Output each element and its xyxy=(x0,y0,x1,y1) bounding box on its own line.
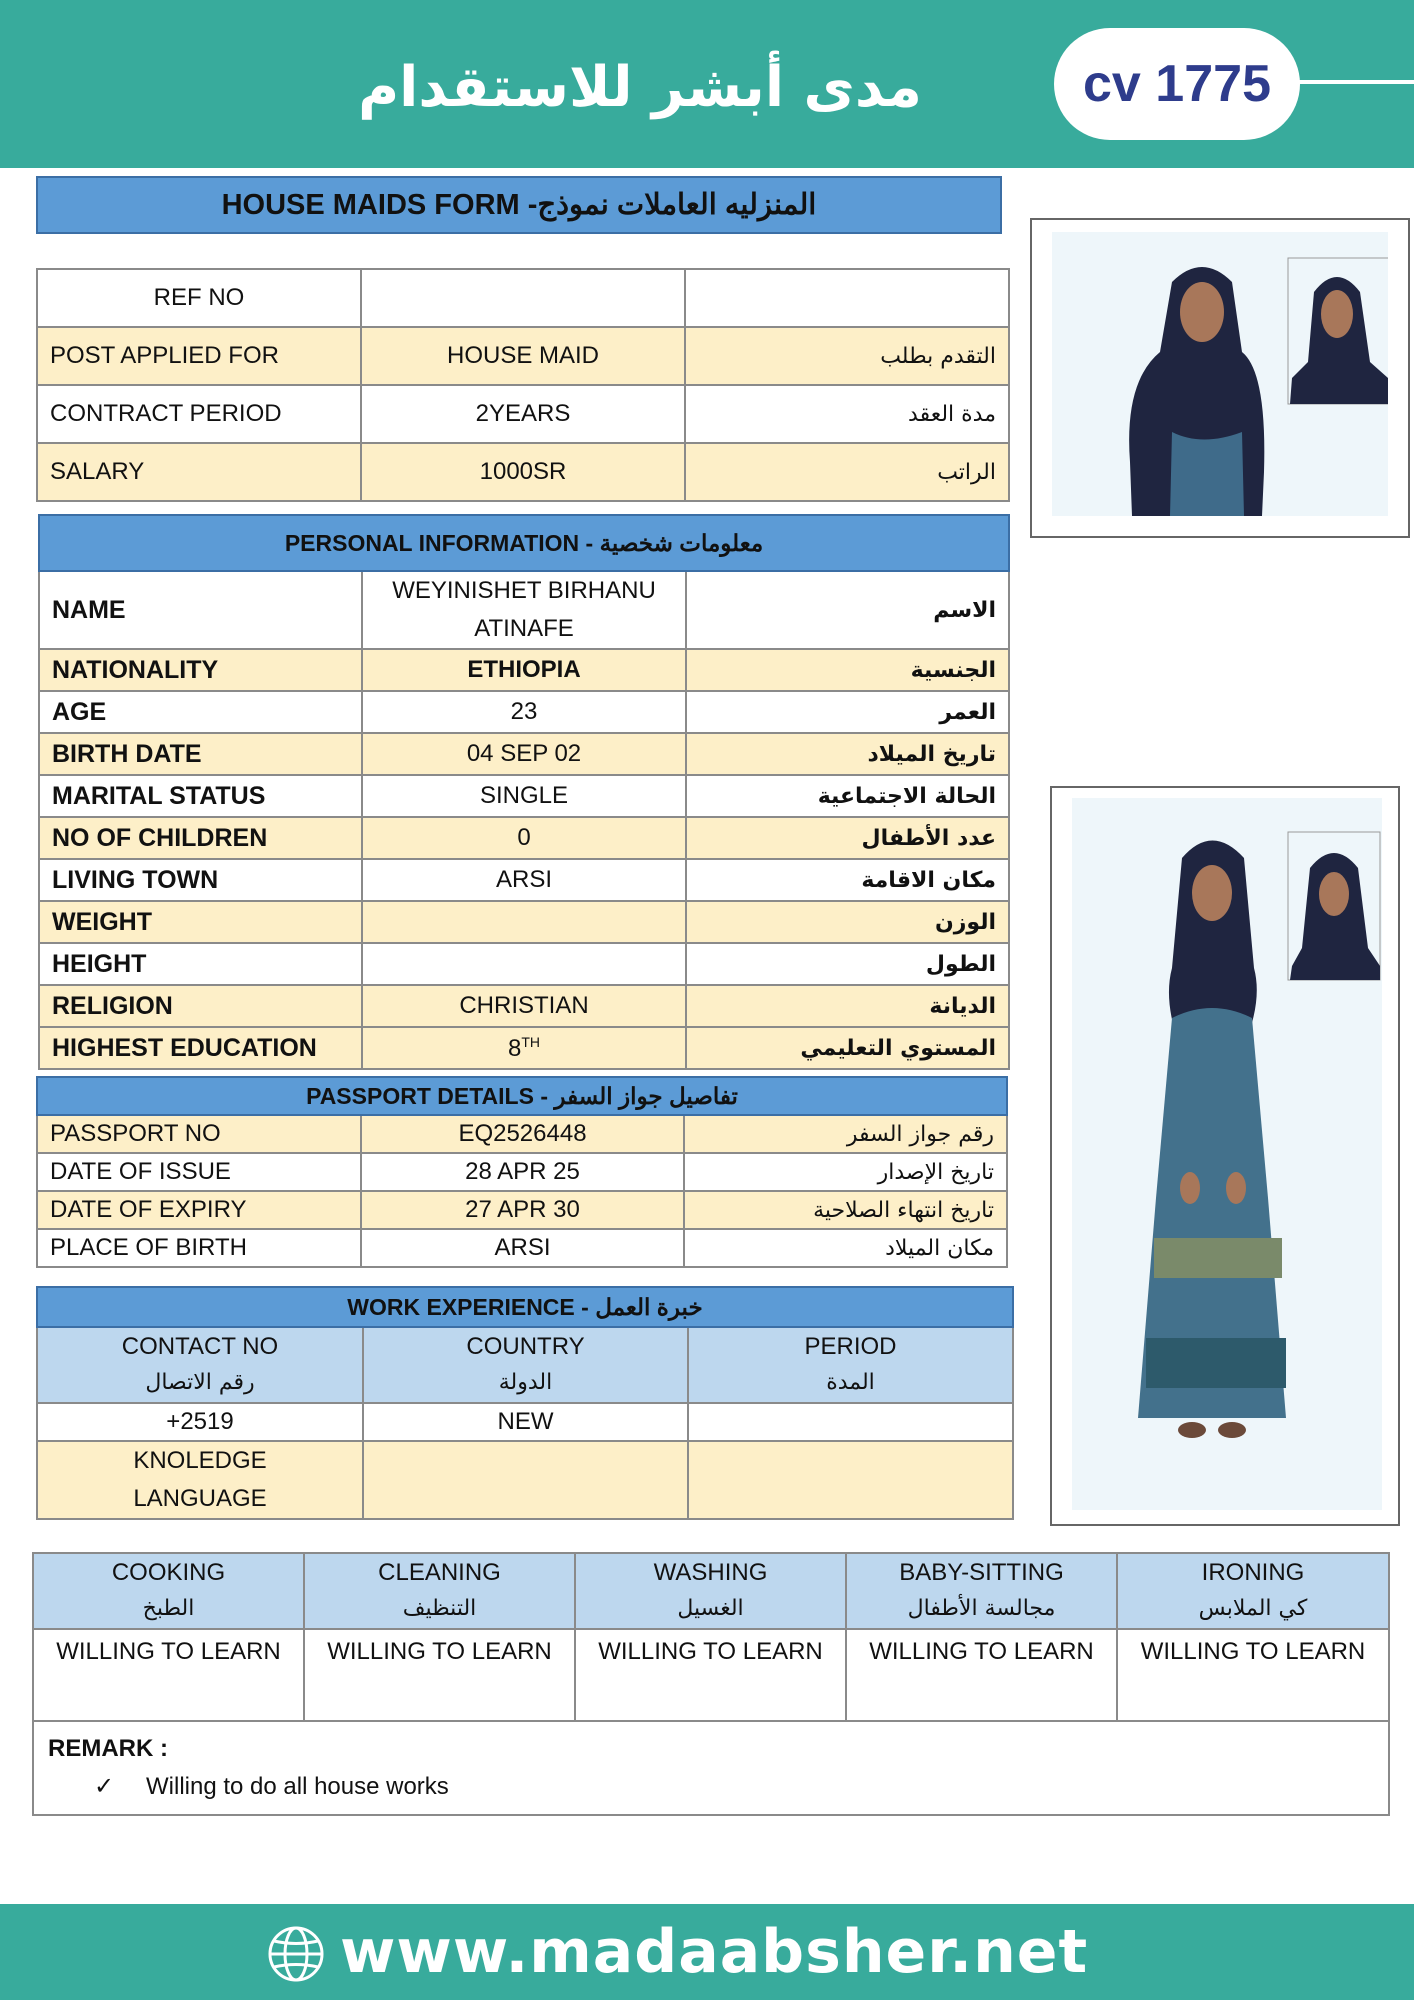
ar-date-issue: تاريخ الإصدار xyxy=(684,1153,1007,1191)
value-religion: CHRISTIAN xyxy=(362,985,686,1027)
value-salary: 1000SR xyxy=(361,443,685,501)
value-birth-date: 04 SEP 02 xyxy=(362,733,686,775)
skill-cleaning-ar: التنظيف xyxy=(402,1596,477,1621)
knowledge-label: KNOLEDGE xyxy=(133,1447,267,1474)
label-knowledge-language xyxy=(37,1441,363,1519)
skill-cooking-value: WILLING TO LEARN xyxy=(33,1629,304,1721)
label-weight: WEIGHT xyxy=(39,901,362,943)
value-living-town: ARSI xyxy=(362,859,686,901)
work-experience-table xyxy=(36,1286,1014,1520)
label-religion: RELIGION xyxy=(39,985,362,1027)
row-ref-no xyxy=(37,269,1009,327)
cv-number-badge: cv 1775 xyxy=(1054,28,1300,140)
label-date-issue: DATE OF ISSUE xyxy=(37,1153,361,1191)
skill-washing-ar: الغسيل xyxy=(677,1596,744,1621)
ar-salary: الراتب xyxy=(685,443,1009,501)
ar-nationality: الجنسية xyxy=(686,649,1009,691)
col-period xyxy=(688,1327,1013,1403)
photo-frame-portrait xyxy=(1030,218,1410,538)
label-education: HIGHEST EDUCATION xyxy=(39,1027,362,1069)
col-contact-ar: رقم الاتصال xyxy=(145,1370,255,1395)
label-living-town: LIVING TOWN xyxy=(39,859,362,901)
value-date-expiry: 27 APR 30 xyxy=(361,1191,684,1229)
ar-education: المستوي التعليمي xyxy=(686,1027,1009,1069)
form-title: HOUSE MAIDS FORM -المنزليه العاملات نموذج xyxy=(36,176,1002,234)
skill-cleaning-header xyxy=(304,1553,575,1629)
ar-weight: الوزن xyxy=(686,901,1009,943)
row-children xyxy=(39,817,1009,859)
row-date-issue xyxy=(37,1153,1007,1191)
row-weight xyxy=(39,901,1009,943)
row-birth-date xyxy=(39,733,1009,775)
col-period-en: PERIOD xyxy=(804,1333,897,1360)
value-post-applied: HOUSE MAID xyxy=(361,327,685,385)
website-link[interactable]: www.madaabsher.net xyxy=(340,1917,1089,1987)
col-country-ar: الدولة xyxy=(498,1370,553,1395)
remark-text: Willing to do all house works xyxy=(146,1773,449,1800)
header-banner xyxy=(0,0,1414,168)
row-age xyxy=(39,691,1009,733)
label-post-applied: POST APPLIED FOR xyxy=(37,327,361,385)
skill-cooking-en: COOKING xyxy=(111,1559,226,1586)
value-country: NEW xyxy=(363,1403,688,1441)
education-suffix: TH xyxy=(521,1033,541,1050)
skill-babysitting-ar: مجالسة الأطفال xyxy=(907,1596,1056,1621)
label-birth-date: BIRTH DATE xyxy=(39,733,362,775)
value-period xyxy=(688,1403,1013,1441)
skill-ironing-ar: كي الملابس xyxy=(1198,1596,1308,1621)
skills-header-row xyxy=(33,1553,1389,1629)
value-children: 0 xyxy=(362,817,686,859)
row-marital-status xyxy=(39,775,1009,817)
personal-info-heading: PERSONAL INFORMATION - معلومات شخصية xyxy=(39,515,1009,571)
skill-ironing-header xyxy=(1117,1553,1389,1629)
label-marital-status: MARITAL STATUS xyxy=(39,775,362,817)
photo-frame-fullbody xyxy=(1050,786,1400,1526)
ar-living-town: مكان الاقامة xyxy=(686,859,1009,901)
ar-post-applied: التقدم بطلب xyxy=(685,327,1009,385)
label-place-birth: PLACE OF BIRTH xyxy=(37,1229,361,1267)
skill-babysitting-value: WILLING TO LEARN xyxy=(846,1629,1117,1721)
ar-age: العمر xyxy=(686,691,1009,733)
value-passport-no: EQ2526448 xyxy=(361,1115,684,1153)
skill-cleaning-value: WILLING TO LEARN xyxy=(304,1629,575,1721)
skill-cleaning-en: CLEANING xyxy=(378,1559,501,1586)
col-contact-no xyxy=(37,1327,363,1403)
row-living-town xyxy=(39,859,1009,901)
passport-table xyxy=(36,1076,1008,1268)
value-height xyxy=(362,943,686,985)
row-education xyxy=(39,1027,1009,1069)
value-nationality: ETHIOPIA xyxy=(362,649,686,691)
ar-contract-period: مدة العقد xyxy=(685,385,1009,443)
skill-ironing-en: IRONING xyxy=(1201,1559,1305,1586)
label-salary: SALARY xyxy=(37,443,361,501)
label-date-expiry: DATE OF EXPIRY xyxy=(37,1191,361,1229)
skill-cooking-ar: الطبخ xyxy=(142,1596,195,1621)
photo-fullbody xyxy=(1072,798,1382,1510)
row-name xyxy=(39,571,1009,649)
woman-portrait-icon xyxy=(1052,232,1388,516)
ar-marital-status: الحالة الاجتماعية xyxy=(686,775,1009,817)
work-columns-row xyxy=(37,1327,1013,1403)
footer-banner xyxy=(0,1904,1414,2000)
remark-label: REMARK : xyxy=(48,1735,168,1762)
label-age: AGE xyxy=(39,691,362,733)
label-passport-no: PASSPORT NO xyxy=(37,1115,361,1153)
row-nationality xyxy=(39,649,1009,691)
label-children: NO OF CHILDREN xyxy=(39,817,362,859)
ar-birth-date: تاريخ الميلاد xyxy=(686,733,1009,775)
ar-religion: الديانة xyxy=(686,985,1009,1027)
label-ref-no: REF NO xyxy=(37,269,361,327)
skills-table xyxy=(32,1552,1390,1816)
value-education xyxy=(362,1027,686,1069)
skill-washing-header xyxy=(575,1553,846,1629)
value-age: 23 xyxy=(362,691,686,733)
contract-table xyxy=(36,268,1010,502)
col-country-en: COUNTRY xyxy=(466,1333,585,1360)
globe-icon xyxy=(266,1924,326,1984)
skill-ironing-value: WILLING TO LEARN xyxy=(1117,1629,1389,1721)
label-nationality: NATIONALITY xyxy=(39,649,362,691)
ar-passport-no: رقم جواز السفر xyxy=(684,1115,1007,1153)
value-contract-period: 2YEARS xyxy=(361,385,685,443)
value-ref-no xyxy=(361,269,685,327)
row-religion xyxy=(39,985,1009,1027)
personal-info-table xyxy=(38,514,1010,1070)
row-salary xyxy=(37,443,1009,501)
passport-heading: PASSPORT DETAILS - تفاصيل جواز السفر xyxy=(37,1077,1007,1115)
skills-value-row xyxy=(33,1629,1389,1721)
ar-date-expiry: تاريخ انتهاء الصلاحية xyxy=(684,1191,1007,1229)
ar-ref-no xyxy=(685,269,1009,327)
remark-row xyxy=(33,1721,1389,1815)
woman-fullbody-icon xyxy=(1072,798,1382,1510)
row-place-birth xyxy=(37,1229,1007,1267)
col-period-ar: المدة xyxy=(826,1370,875,1395)
ar-place-birth: مكان الميلاد xyxy=(684,1229,1007,1267)
label-name: NAME xyxy=(39,571,362,649)
label-contract-period: CONTRACT PERIOD xyxy=(37,385,361,443)
education-value: 8 xyxy=(507,1034,522,1062)
knowledge-language-row xyxy=(37,1441,1013,1519)
header-divider-line xyxy=(1298,80,1414,84)
work-entry-row xyxy=(37,1403,1013,1441)
skill-washing-value: WILLING TO LEARN xyxy=(575,1629,846,1721)
ar-height: الطول xyxy=(686,943,1009,985)
row-height xyxy=(39,943,1009,985)
ar-name: الاسم xyxy=(686,571,1009,649)
remark-cell xyxy=(33,1721,1389,1815)
skill-babysitting-en: BABY-SITTING xyxy=(899,1559,1064,1586)
photo-portrait xyxy=(1052,232,1388,516)
row-date-expiry xyxy=(37,1191,1007,1229)
row-passport-no xyxy=(37,1115,1007,1153)
value-place-birth: ARSI xyxy=(361,1229,684,1267)
skill-cooking-header xyxy=(33,1553,304,1629)
col-contact-en: CONTACT NO xyxy=(121,1333,279,1360)
row-contract-period xyxy=(37,385,1009,443)
row-post-applied xyxy=(37,327,1009,385)
value-marital-status: SINGLE xyxy=(362,775,686,817)
value-contact-no: +2519 xyxy=(37,1403,363,1441)
value-knowledge-1 xyxy=(363,1441,688,1519)
skill-babysitting-header xyxy=(846,1553,1117,1629)
value-name: WEYINISHET BIRHANU ATINAFE xyxy=(362,571,686,649)
ar-children: عدد الأطفال xyxy=(686,817,1009,859)
col-country xyxy=(363,1327,688,1403)
value-knowledge-2 xyxy=(688,1441,1013,1519)
skill-washing-en: WASHING xyxy=(653,1559,768,1586)
language-label: LANGUAGE xyxy=(133,1485,267,1512)
value-date-issue: 28 APR 25 xyxy=(361,1153,684,1191)
checkmark-icon: ✓ xyxy=(94,1773,115,1800)
company-title: مدى أبشر للاستقدام xyxy=(358,55,922,120)
value-weight xyxy=(362,901,686,943)
work-heading: WORK EXPERIENCE - خبرة العمل xyxy=(37,1287,1013,1327)
remark-item xyxy=(48,1768,1374,1806)
label-height: HEIGHT xyxy=(39,943,362,985)
